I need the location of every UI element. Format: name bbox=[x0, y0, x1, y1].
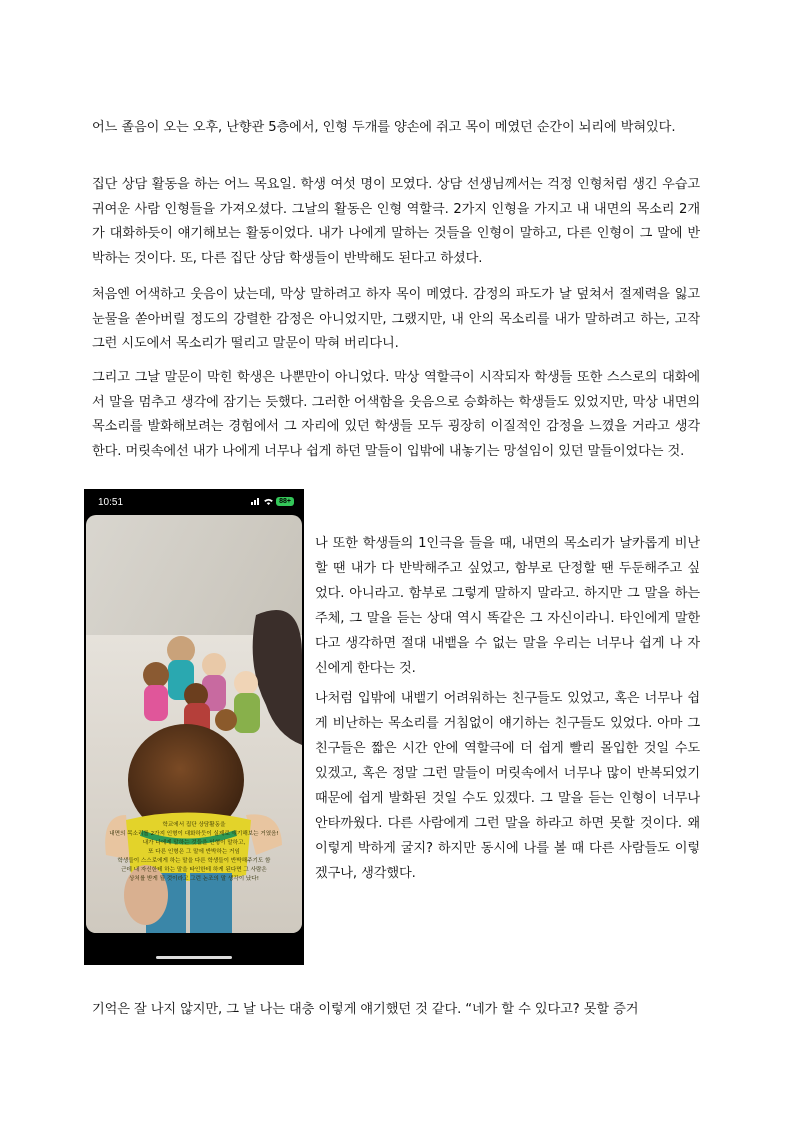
home-indicator bbox=[156, 956, 232, 959]
overlay-line: 또 다른 인형은 그 말에 반박하는 거임 bbox=[148, 849, 240, 855]
overlay-line: 학교에서 집단 상담활동을 bbox=[162, 822, 226, 828]
paragraph-4: 그리고 그날 말문이 막힌 학생은 나뿐만이 아니었다. 막상 역할극이 시작되자 학생들 또한 스스로의 대화에서 말을 멈추고 생각에 잠기는 듯했다. 그러한 어색함을 웃음으로 승화하는 학생들도 있었지만, 막상 내면의 목소리를 발화해보려는 경험에서 그 자리에 있던 학생들 모두 굉장히 이질적인 감정을 느꼈을 거라고 생각한다. 머릿속에선 내가 나에게 너무나 쉽게 하던 말들이 입밖에 내놓기는 망설임이 있던 말들이었다는 것. bbox=[92, 370, 700, 459]
status-bar bbox=[84, 489, 304, 515]
paragraph-3: 처음엔 어색하고 웃음이 났는데, 막상 말하려고 하자 목이 메였다. 감정의 파도가 날 덮쳐서 절제력을 잃고 눈물을 쏟아버릴 정도의 강렬한 감정은 아니었지만, 그랬지만, 내 안의 목소리를 내가 말하려고 하는, 고작 그런 시도에서 목소리가 떨리고 말문이 막혀 버리다니. bbox=[92, 287, 700, 351]
signal-icon bbox=[251, 498, 261, 505]
side-paragraph-1: 나 또한 학생들의 1인극을 들을 때, 내면의 목소리가 날카롭게 비난할 땐 내가 다 반박해주고 싶었고, 함부로 단정할 땐 두둔해주고 싶었다. 아니라고. 함부로 그렇게 말하지 말라고. 하지만 그 말을 하는 주체, 그 말을 듣는 상대 역시 똑같은 그 자신이라니. 타인에게 말한다고 생각하면 절대 내뱉을 수 없는 말을 우리는 너무나 쉽게 나 자신에게 한다는 것. bbox=[315, 536, 700, 676]
caption-overlay bbox=[90, 821, 298, 884]
overlay-line: 학생들이 스스로에게 하는 말을 다른 학생들이 반박해주기도 함 bbox=[117, 858, 271, 864]
overlay-line: 상처를 받게 될 것이라고 그런 논조의 말 생각이 났다! bbox=[129, 876, 259, 882]
overlay-line: 내가 나에게 말하는 것들을 인형이 말하고, bbox=[142, 840, 246, 846]
paragraph-2: 집단 상담 활동을 하는 어느 목요일. 학생 여섯 명이 모였다. 상담 선생님께서는 걱정 인형처럼 생긴 우습고 귀여운 사람 인형들을 가져오셨다. 그날의 활동은 인형 역할극. 2가지 인형을 가지고 내 내면의 목소리 2개가 대화하듯이 얘기해보는 활동이었다. 내가 나에게 말하는 것들을 인형이 말하고, 다른 인형이 그 말에 반박하는 것이다. 또, 다른 집단 상담 학생들이 반박해도 된다고 하셨다. bbox=[92, 177, 700, 266]
overlay-line: 근데 내 자신한테 하는 말을 타인한테 하게 된다면 그 사람은 bbox=[121, 867, 267, 873]
doll-photo bbox=[86, 515, 302, 933]
wifi-icon bbox=[264, 498, 273, 505]
paragraph-1: 어느 졸음이 오는 오후, 난향관 5층에서, 인형 두개를 양손에 쥐고 목이 메였던 순간이 뇌리에 박혀있다. bbox=[92, 120, 676, 135]
status-time: 10:51 bbox=[98, 497, 124, 508]
last-line: 기억은 잘 나지 않지만, 그 날 나는 대충 이렇게 얘기했던 것 같다. “네가 할 수 있다고? 못할 증거 bbox=[92, 1002, 639, 1017]
overlay-line: 내면의 목소리를 2가지 인형이 대화하듯이 실제로 얘기해보는 거였음! bbox=[109, 831, 279, 837]
battery-icon: 88+ bbox=[276, 497, 294, 506]
side-paragraph-2: 나처럼 입밖에 내뱉기 어려워하는 친구들도 있었고, 혹은 너무나 쉽게 비난하는 목소리를 거침없이 얘기하는 친구들도 있었다. 아마 그 친구들은 짧은 시간 안에 역할극에 더 쉽게 빨리 몰입한 것일 수도 있겠고, 혹은 정말 그런 말들이 머릿속에서 너무나 많이 반복되었기 때문에 쉽게 발화된 것일 수도 있겠다. 그 말을 듣는 인형이 너무나 안타까웠다. 다른 사람에게 그런 말을 하라고 하면 못할 것이다. 왜 이렇게 박하게 굴지? 하지만 동시에 나를 볼 때 다른 사람들도 이렇겠구나, 생각했다. bbox=[315, 691, 700, 881]
phone-screenshot bbox=[84, 489, 304, 965]
